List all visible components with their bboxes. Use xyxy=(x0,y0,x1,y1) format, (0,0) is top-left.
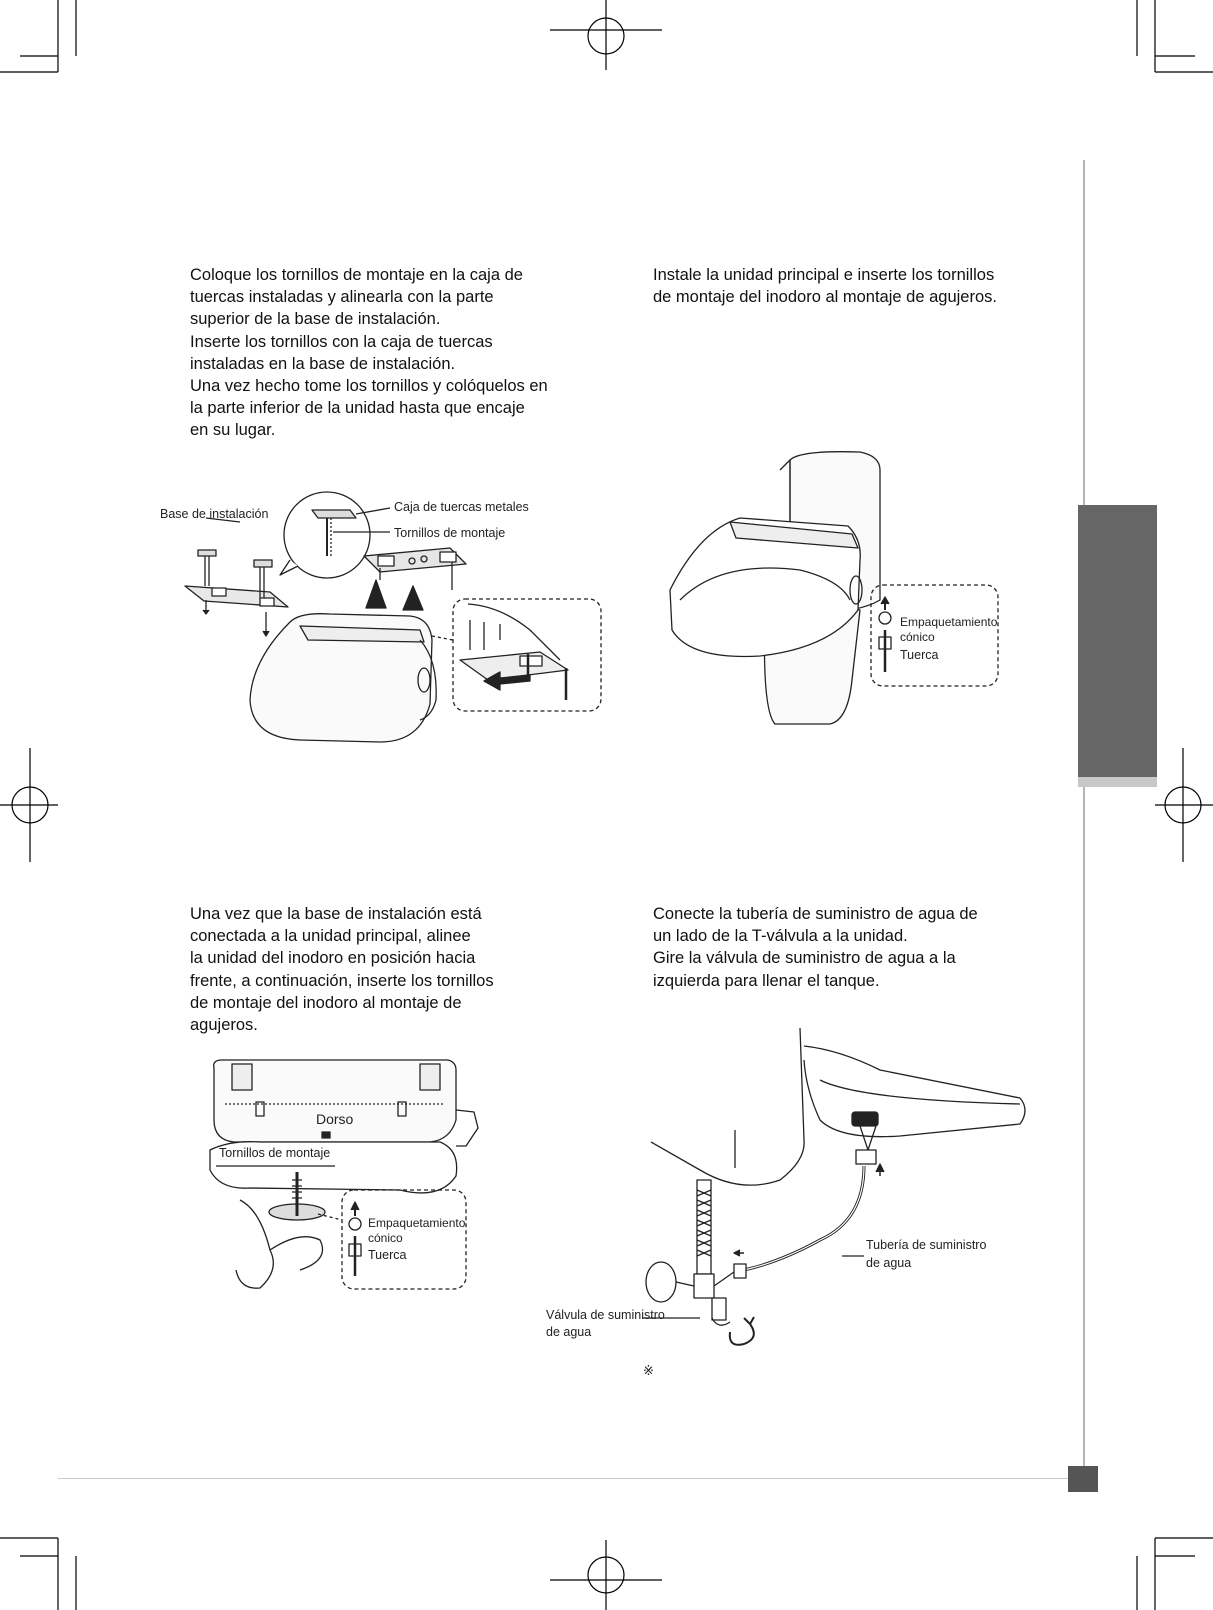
text-line: de montaje del inodoro al montaje de xyxy=(190,993,462,1012)
note-symbol: ※ xyxy=(643,1363,654,1378)
text-line: superior de la base de instalación. xyxy=(190,310,441,329)
text-line: la parte inferior de la unidad hasta que encaje xyxy=(190,399,525,418)
label-base: Base de instalación xyxy=(160,507,269,521)
text-line: Una vez hecho tome los tornillos y colóquelos en xyxy=(190,377,548,396)
text-line: Conecte la tubería de suministro de agua de xyxy=(653,905,978,923)
text-line: instaladas en la base de instalación. xyxy=(190,354,456,373)
label-pipe-2: de agua xyxy=(866,1256,912,1270)
text-line: Gire la válvula de suministro de agua a la xyxy=(653,949,956,968)
label-packing-3a: Empaquetamiento xyxy=(368,1216,466,1230)
label-packing-2: cónico xyxy=(900,630,935,644)
label-screws-3: Tornillos de montaje xyxy=(219,1146,331,1160)
text-line: la unidad del inodoro en posición hacia xyxy=(190,949,476,968)
text-line: agujeros. xyxy=(190,1016,258,1035)
label-packing-3b: cónico xyxy=(368,1231,403,1245)
text-line: frente, a continuación, inserte los tornillos xyxy=(190,971,494,990)
label-nut: Tuerca xyxy=(900,648,939,662)
label-nut-3: Tuerca xyxy=(368,1248,407,1262)
label-back: Dorso xyxy=(316,1111,354,1127)
text-line: en su lugar. xyxy=(190,421,276,440)
label-valve-2: de agua xyxy=(546,1325,592,1339)
text-line: Instale la unidad principal e inserte los tornillos xyxy=(653,266,995,284)
text-line: Una vez que la base de instalación está xyxy=(190,905,482,923)
label-valve-1: Válvula de suministro xyxy=(546,1308,665,1322)
text-line: izquierda para llenar el tanque. xyxy=(653,971,880,990)
label-packing-1: Empaquetamiento xyxy=(900,615,998,629)
text-line: Coloque los tornillos de montaje en la caja de xyxy=(190,266,523,284)
text-line: de montaje del inodoro al montaje de agujeros. xyxy=(653,288,997,307)
label-nut-box: Caja de tuercas metales xyxy=(394,500,529,514)
text-line: conectada a la unidad principal, alinee xyxy=(190,927,471,946)
text-line: tuercas instaladas y alinearla con la parte xyxy=(190,288,494,307)
label-screws: Tornillos de montaje xyxy=(394,526,506,540)
label-pipe-1: Tubería de suministro xyxy=(866,1238,987,1252)
text-line: Inserte los tornillos con la caja de tuercas xyxy=(190,332,493,351)
text-line: un lado de la T-válvula a la unidad. xyxy=(653,927,908,946)
